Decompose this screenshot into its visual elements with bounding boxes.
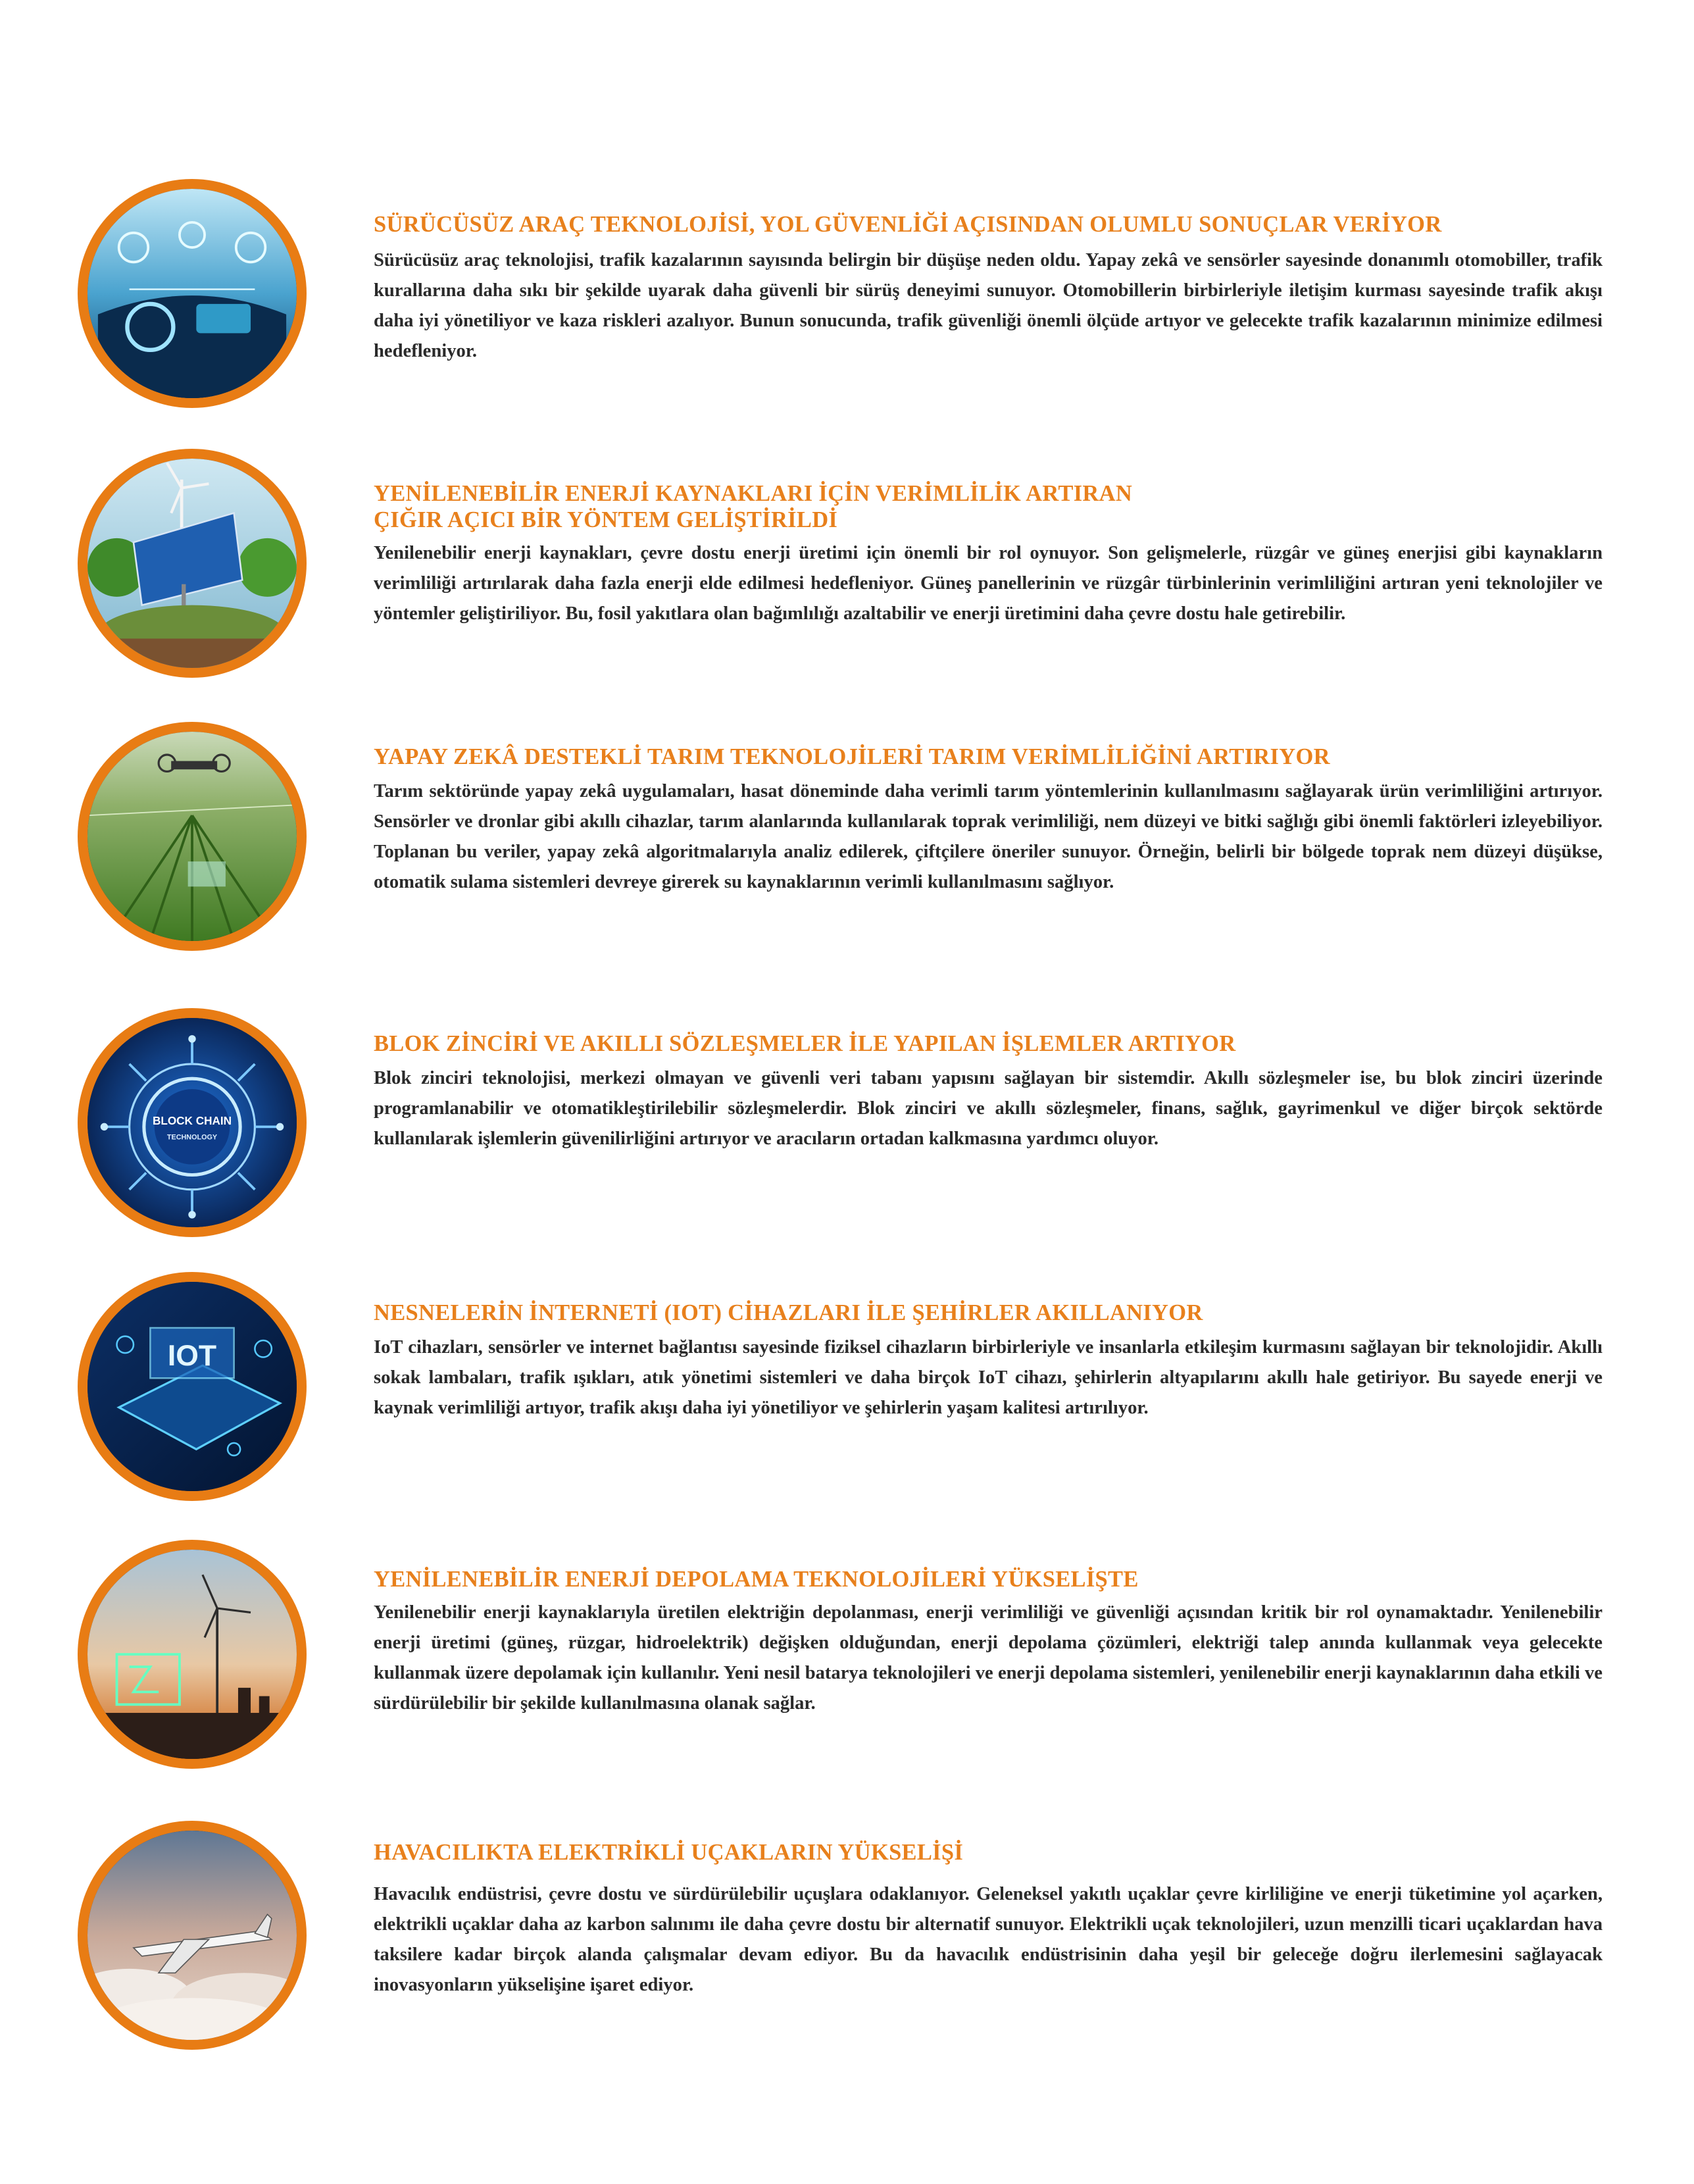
- article-title: YENİLENEBİLİR ENERJİ KAYNAKLARI İÇİN VERİMLİLİK ARTIRAN ÇIĞIR AÇICI BİR YÖNTEM GELİŞTİRİLDİ: [374, 481, 1133, 532]
- article-title: SÜRÜCÜSÜZ ARAÇ TEKNOLOJİSİ, YOL GÜVENLİĞİ AÇISINDAN OLUMLU SONUÇLAR VERİYOR: [374, 212, 1442, 237]
- article-body: IoT cihazları, sensörler ve internet bağlantısı sayesinde fiziksel cihazların birbirleriyle ve insanlarla etkileşim kurmasını sağlayan bir teknolojidir. Akıllı sokak lambaları, trafik ışıkları, atık yönetimi sistemleri ve daha birçok IoT cihazı, şehirlerin altyapılarını akıllı hale getiriyor. Bu sayede enerji ve kaynak verimliliği artıyor, trafik akışı daha iyi yönetiliyor ve şehirlerin yaşam kalitesi artırılıyor.: [374, 1337, 1603, 1418]
- article-body: Blok zinciri teknolojisi, merkezi olmayan ve güvenli veri tabanı yapısını sağlayan bir sistemdir. Akıllı sözleşmeler ise, bu blok zinciri üzerinde programlanabilir ve otomatikleştirilebilir sözleşmelerdir. Blok zinciri ve akıllı sözleşmeler, finans, sağlık, gayrimenkul ve diğer birçok sektörde kullanılarak işlemlerin güvenilirliğini artırıyor ve aracıların ortadan kalkmasına yardımcı oluyor.: [374, 1068, 1603, 1149]
- solar-panel-wind-turbine-image: [78, 449, 307, 678]
- article-title: YENİLENEBİLİR ENERJİ DEPOLAMA TEKNOLOJİLERİ YÜKSELİŞTE: [374, 1567, 1139, 1592]
- drone-over-field-image: [78, 722, 307, 951]
- blockchain-circuit-image: [78, 1008, 307, 1237]
- article-title: HAVACILIKTA ELEKTRİKLİ UÇAKLARIN YÜKSELİŞİ: [374, 1840, 964, 1865]
- blockchain-label: BLOCK CHAIN: [152, 1114, 232, 1128]
- electric-airplane-clouds-image: [78, 1821, 307, 2050]
- autonomous-car-dashboard-image: [78, 179, 307, 408]
- article-body: Yenilenebilir enerji kaynaklarıyla üretilen elektriğin depolanması, enerji verimliliği ve güvenliği açısından kritik bir rol oynamaktadır. Yenilenebilir enerji üretimi (güneş, rüzgar, hidroelektrik) değişken olduğundan, enerji depolama çözümleri, elektriği talep anında kullanmak veya gelecekte kullanmak üzere depolamak için kullanılır. Yeni nesil batarya teknolojileri ve enerji depolama sistemleri, yenilenebilir enerji kaynaklarının daha etkili ve sürdürülebilir bir şekilde kullanılmasına olanak sağlar.: [374, 1602, 1603, 1714]
- article-body: Tarım sektöründe yapay zekâ uygulamaları, hasat döneminde daha verimli tarım yöntemlerinin kullanılmasını sağlayarak ürün verimliliğini artırıyor. Sensörler ve dronlar gibi akıllı cihazlar, tarım alanlarında kullanılarak toprak verimliliği, nem düzeyi ve bitki sağlığı gibi önemli faktörleri izleyebiliyor. Toplanan bu veriler, yapay zekâ algoritmalarıyla analiz edilerek, çiftçilere öneriler sunuyor. Örneğin, belirli bir bölgede toprak nem düzeyi düşükse, otomatik sulama sistemleri devreye girerek su kaynaklarının verimli kullanılmasını sağlıyor.: [374, 781, 1603, 892]
- article-title: YAPAY ZEKÂ DESTEKLİ TARIM TEKNOLOJİLERİ TARIM VERİMLİLİĞİNİ ARTIRIYOR: [374, 744, 1330, 769]
- article-body: Havacılık endüstrisi, çevre dostu ve sürdürülebilir uçuşlara odaklanıyor. Geleneksel yakıtlı uçaklar çevre kirliliğine ve enerji tüketimine yol açarken, elektrikli uçaklar daha az karbon salınımı ile daha çevre dostu bir alternatif sunuyor. Elektrikli uçak teknolojileri, uzun menzilli ticari uçaklardan hava taksilere kadar birçok alanda çalışmalar devam ediyor. Bu da havacılık endüstrisinin daha yeşil bir geleceğe doğru ilerlemesini sağlayacak inovasyonların yükselişine işaret ediyor.: [374, 1884, 1603, 1995]
- article-body: Yenilenebilir enerji kaynakları, çevre dostu enerji üretimi için önemli bir rol oynuyor. Son gelişmelerle, rüzgâr ve güneş enerjisi gibi kaynakların verimliliği artırılarak daha fazla enerji elde edilmesi hedefleniyor. Güneş panellerinin ve rüzgâr türbinlerinin verimliliğini artıran yeni teknolojiler ve yöntemler geliştiriliyor. Bu, fosil yakıtlara olan bağımlılığı azaltabilir ve enerji üretimini daha çevre dostu hale getirebilir.: [374, 543, 1603, 624]
- article-title: NESNELERİN İNTERNETİ (IOT) CİHAZLARI İLE ŞEHİRLER AKILLANIYOR: [374, 1300, 1203, 1325]
- article-body: Sürücüsüz araç teknolojisi, trafik kazalarının sayısında belirgin bir düşüşe neden oldu. Yapay zekâ ve sensörler sayesinde donanımlı otomobiller, trafik kurallarına daha sıkı bir şekilde uyarak daha güvenli bir sürüş deneyimi sunuyor. Otomobillerin birbirleriyle iletişim kurması sayesinde trafik akışı daha iyi yönetiliyor ve kaza riskleri azalıyor. Bunun sonucunda, trafik güvenliği önemli ölçüde artıyor ve gelecekte trafik kazalarının minimize edilmesi hedefleniyor.: [374, 250, 1603, 361]
- wind-turbine-sunset-image: [78, 1540, 307, 1769]
- iot-smartphone-image: [78, 1272, 307, 1501]
- technology-label: TECHNOLOGY: [166, 1133, 218, 1142]
- iot-label: IOT: [167, 1340, 217, 1373]
- article-title: BLOK ZİNCİRİ VE AKILLI SÖZLEŞMELER İLE YAPILAN İŞLEMLER ARTIYOR: [374, 1031, 1236, 1056]
